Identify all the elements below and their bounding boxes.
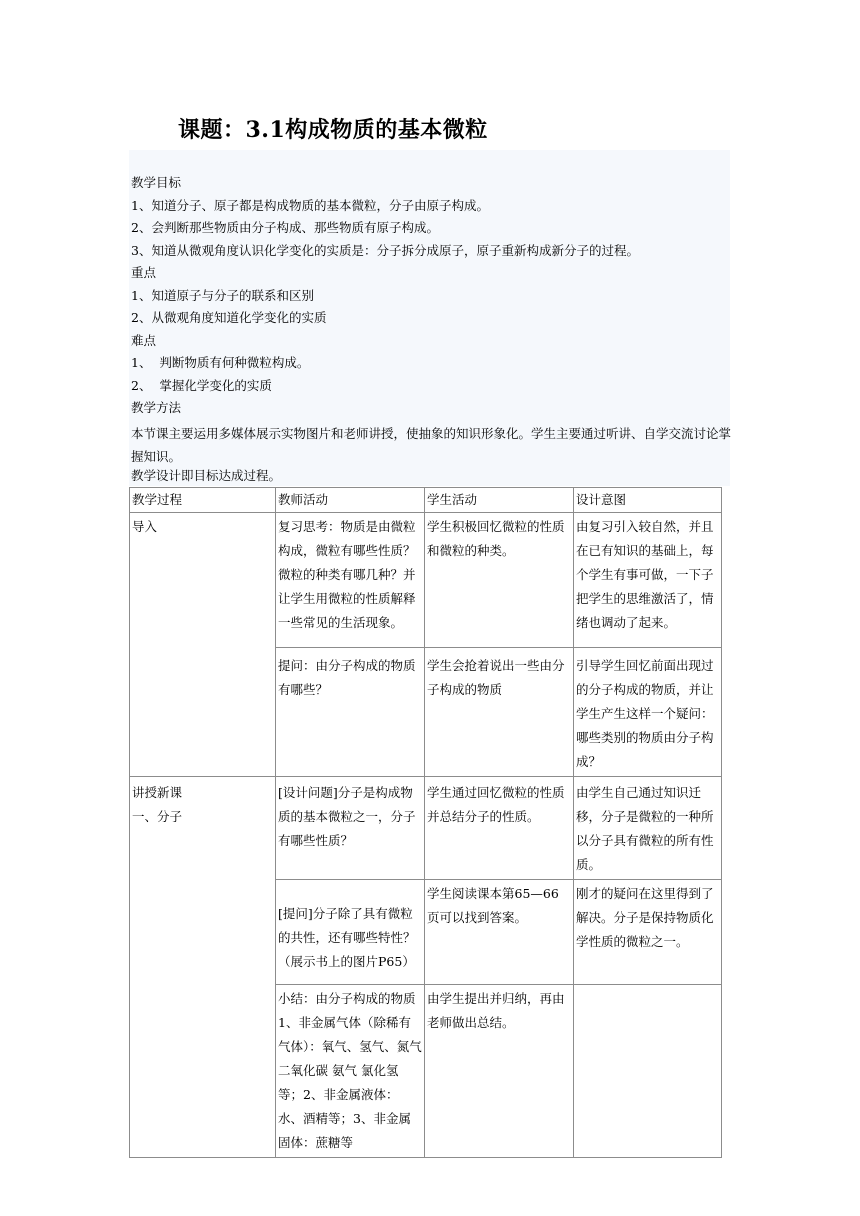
key-item: 2、从微观角度知道化学变化的实质 (131, 310, 327, 325)
teacher-cell: [提问]分子除了具有微粒的共性，还有哪些特性？（展示书上的图片P65） (276, 880, 425, 985)
page-title: 课题：3.1构成物质的基本微粒 (178, 117, 488, 143)
intent-cell (574, 985, 722, 1158)
student-cell: 学生积极回忆微粒的性质和微粒的种类。 (425, 513, 574, 648)
intent-cell: 引导学生回忆前面出现过的分子构成的物质，并让学生产生这样一个疑问：哪些类别的物质由分子构成？ (574, 648, 722, 777)
key-item: 1、知道原子与分子的联系和区别 (131, 288, 314, 303)
stage-sublabel: 一、分子 (132, 809, 183, 824)
goal-item: 3、知道从微观角度认识化学变化的实质是：分子拆分成原子，原子重新构成新分子的过程。 (131, 243, 639, 258)
stage-cell: 导入 (130, 513, 276, 777)
teacher-cell: 复习思考：物质是由微粒构成，微粒有哪些性质？微粒的种类有哪几种？并让学生用微粒的性质解释一些常见的生活现象。 (276, 513, 425, 648)
stage-cell (130, 777, 276, 1158)
table-row (130, 777, 722, 880)
method-heading: 教学方法 (131, 400, 182, 415)
method-text: 本节课主要运用多媒体展示实物图片和老师讲授，使抽象的知识形象化。学生主要通过听讲、自学交流讨论掌握知识。 (131, 426, 732, 464)
teacher-cell: [设计问题]分子是构成物质的基本微粒之一，分子有哪些性质？ (276, 777, 425, 880)
goal-item: 2、会判断那些物质由分子构成、那些物质有原子构成。 (131, 220, 439, 235)
header-cell: 设计意图 (574, 488, 722, 513)
stage-label: 讲授新课 (132, 785, 183, 800)
key-heading: 重点 (131, 265, 157, 280)
student-cell: 由学生提出并归纳，再由老师做出总结。 (425, 985, 574, 1158)
difficult-item: 1、 判断物质有何种微粒构成。 (131, 355, 310, 370)
table-row (130, 513, 722, 648)
teacher-cell: 提问：由分子构成的物质有哪些？ (276, 648, 425, 777)
lesson-plan-table (129, 487, 722, 1158)
intent-cell: 由学生自己通过知识迁移，分子是微粒的一种所以分子具有微粒的所有性质。 (574, 777, 722, 880)
goal-item: 1、知道分子、原子都是构成物质的基本微粒，分子由原子构成。 (131, 198, 489, 213)
student-cell: 学生会抢着说出一些由分子构成的物质 (425, 648, 574, 777)
difficult-item: 2、 掌握化学变化的实质 (131, 378, 272, 393)
teacher-cell: 小结：由分子构成的物质1、非金属气体（除稀有气体）：氧气、氢气、氮气二氧化碳 氨气 氯化氢等；2、非金属液体：水、酒精等；3、非金属固体：蔗糖等 (276, 985, 425, 1158)
header-cell: 教师活动 (276, 488, 425, 513)
student-cell: 学生阅读课本第65—66页可以找到答案。 (425, 880, 574, 985)
intent-cell: 刚才的疑问在这里得到了解决。分子是保持物质化学性质的微粒之一。 (574, 880, 722, 985)
intent-cell: 由复习引入较自然，并且在已有知识的基础上，每个学生有事可做，一下子把学生的思维激活了，情绪也调动了起来。 (574, 513, 722, 648)
difficult-heading: 难点 (131, 333, 157, 348)
design-heading: 教学设计即目标达成过程。 (131, 468, 282, 483)
header-cell: 学生活动 (425, 488, 574, 513)
header-cell: 教学过程 (130, 488, 276, 513)
table-header-row (130, 488, 722, 513)
goal-heading: 教学目标 (131, 175, 182, 190)
student-cell: 学生通过回忆微粒的性质并总结分子的性质。 (425, 777, 574, 880)
